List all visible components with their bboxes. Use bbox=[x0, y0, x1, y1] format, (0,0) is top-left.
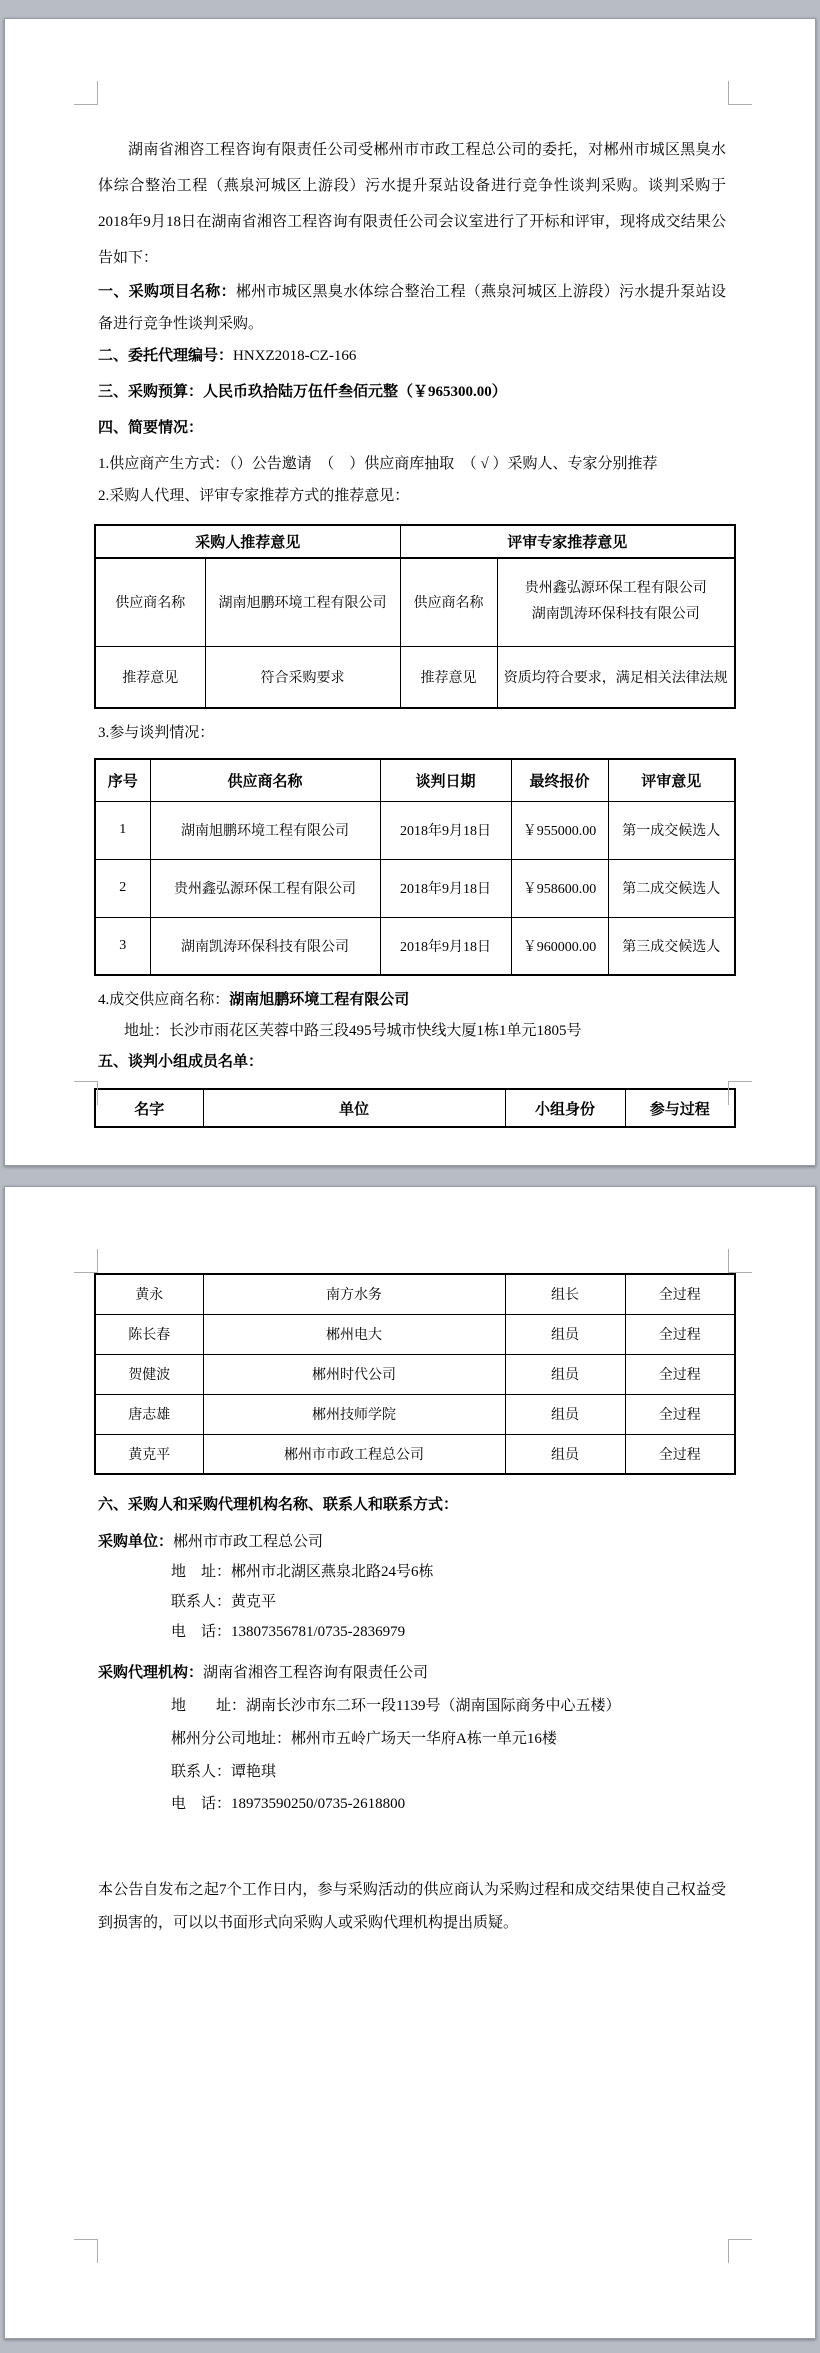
buyer-contact-block bbox=[98, 1527, 726, 1647]
section-5-label: 五、谈判小组成员名单： bbox=[98, 1054, 264, 1070]
margin-corner-mark bbox=[728, 2239, 752, 2263]
recommendation-table bbox=[94, 524, 736, 709]
table-cell: 郴州时代公司 bbox=[203, 1354, 505, 1394]
section-1-project-name bbox=[98, 276, 726, 340]
section-4-label: 四、简要情况： bbox=[98, 420, 204, 436]
table-cell: ￥958600.00 bbox=[511, 859, 608, 917]
section-2-text: HNXZ2018-CZ-166 bbox=[233, 348, 357, 364]
table-cell: 资质均符合要求，满足相关法律法规 bbox=[497, 646, 735, 708]
table-cell: 贺健波 bbox=[95, 1354, 203, 1394]
winning-supplier-label: 4.成交供应商名称： bbox=[98, 992, 230, 1008]
negotiation-intro-line: 3.参与谈判情况： bbox=[98, 725, 215, 741]
buyer-label: 采购单位： bbox=[98, 1534, 174, 1550]
table-header-cell: 采购人推荐意见 bbox=[95, 525, 400, 558]
winning-supplier-line bbox=[98, 984, 726, 1016]
section-4-summary bbox=[98, 412, 726, 444]
table-cell: 全过程 bbox=[625, 1314, 735, 1354]
table-cell: 郴州市市政工程总公司 bbox=[203, 1434, 505, 1474]
table-cell: 组员 bbox=[505, 1354, 625, 1394]
table-row bbox=[95, 917, 735, 975]
section-6-contacts bbox=[98, 1489, 726, 1521]
winning-supplier-address: 地址：长沙市雨花区芙蓉中路三段495号城市快线大厦1栋1单元1805号 bbox=[124, 1023, 582, 1039]
agency-branch-address: 郴州分公司地址：郴州市五岭广场天一华府A栋一单元16楼 bbox=[171, 1731, 557, 1747]
agency-phone-line bbox=[98, 1789, 726, 1819]
table-cell: 全过程 bbox=[625, 1274, 735, 1314]
agency-name-line bbox=[98, 1657, 726, 1690]
table-cell: 湖南旭鹏环境工程有限公司 bbox=[205, 558, 400, 646]
table-row bbox=[95, 859, 735, 917]
margin-corner-mark bbox=[728, 1249, 752, 1273]
winning-supplier-name: 湖南旭鹏环境工程有限公司 bbox=[229, 992, 410, 1008]
objection-notice-paragraph: 本公告自发布之起7个工作日内，参与采购活动的供应商认为采购过程和成交结果使自己权益受到损害的，可以以书面形式向采购人或采购代理机构提出质疑。 bbox=[98, 1882, 726, 1931]
section-5-panel-list bbox=[98, 1046, 726, 1078]
agency-contact-person: 联系人：谭艳琪 bbox=[171, 1764, 277, 1780]
margin-corner-mark bbox=[728, 81, 752, 105]
section-3-budget bbox=[98, 376, 726, 408]
table-row bbox=[95, 1314, 735, 1354]
agency-name: 湖南省湘咨工程咨询有限责任公司 bbox=[203, 1665, 429, 1681]
agency-contact-line bbox=[98, 1756, 726, 1789]
section-3-text: 人民币玖拾陆万伍仟叁佰元整（￥965300.00） bbox=[203, 384, 507, 400]
table-cell: 南方水务 bbox=[203, 1274, 505, 1314]
table-cell: 2 bbox=[95, 859, 150, 917]
table-cell: 湖南旭鹏环境工程有限公司 bbox=[150, 801, 380, 859]
table-cell: 2018年9月18日 bbox=[380, 917, 511, 975]
table-cell: 推荐意见 bbox=[95, 646, 205, 708]
table-header-cell: 最终报价 bbox=[511, 759, 608, 801]
table-row bbox=[95, 801, 735, 859]
expert-recommended-supplier: 贵州鑫弘源环保工程有限公司 bbox=[524, 581, 707, 597]
table-header-cell: 谈判日期 bbox=[380, 759, 511, 801]
margin-corner-mark bbox=[74, 1249, 98, 1273]
table-cell: 陈长春 bbox=[95, 1314, 203, 1354]
section-2-label: 二、委托代理编号： bbox=[98, 348, 234, 364]
table-header-cell: 参与过程 bbox=[625, 1089, 735, 1127]
expert-recommended-supplier: 湖南凯涛环保科技有限公司 bbox=[531, 607, 700, 623]
table-header-cell: 序号 bbox=[95, 759, 150, 801]
section-1-label: 一、采购项目名称： bbox=[98, 284, 236, 300]
table-cell bbox=[497, 558, 735, 646]
section-2-agency-number bbox=[98, 340, 726, 372]
buyer-phone: 电 话：13807356781/0735-2836979 bbox=[171, 1624, 406, 1640]
table-cell: 符合采购要求 bbox=[205, 646, 400, 708]
table-cell: 第二成交候选人 bbox=[608, 859, 735, 917]
agency-address-line bbox=[98, 1690, 726, 1723]
negotiation-table bbox=[94, 758, 736, 976]
intro-paragraph: 湖南省湘咨工程咨询有限责任公司受郴州市市政工程总公司的委托，对郴州市城区黑臭水体综合整治工程（燕泉河城区上游段）污水提升泵站设备进行竞争性谈判采购。谈判采购于2018年9月18日在湖南省湘咨工程咨询有限责任公司会议室进行了开标和评审，现将成交结果公告如下： bbox=[98, 142, 726, 266]
table-cell: 全过程 bbox=[625, 1354, 735, 1394]
table-header-cell: 小组身份 bbox=[505, 1089, 625, 1127]
table-header-cell: 名字 bbox=[95, 1089, 203, 1127]
buyer-contact-person: 联系人：黄克平 bbox=[171, 1594, 277, 1610]
table-cell: 供应商名称 bbox=[95, 558, 205, 646]
agency-branch-line bbox=[98, 1723, 726, 1756]
section-6-label: 六、采购人和采购代理机构名称、联系人和联系方式： bbox=[98, 1497, 459, 1513]
agency-phone: 电 话：18973590250/0735-2618800 bbox=[171, 1796, 406, 1812]
table-cell: 黄永 bbox=[95, 1274, 203, 1314]
table-header-cell: 供应商名称 bbox=[150, 759, 380, 801]
table-header-cell: 评审意见 bbox=[608, 759, 735, 801]
buyer-contact-line bbox=[98, 1587, 726, 1617]
table-cell: ￥955000.00 bbox=[511, 801, 608, 859]
table-cell: 2018年9月18日 bbox=[380, 801, 511, 859]
table-cell: 黄克平 bbox=[95, 1434, 203, 1474]
table-cell: 第三成交候选人 bbox=[608, 917, 735, 975]
margin-corner-mark bbox=[728, 1081, 752, 1105]
agency-address: 地 址：湖南长沙市东二环一段1139号（湖南国际商务中心五楼） bbox=[171, 1698, 621, 1714]
section-3-label: 三、采购预算： bbox=[98, 384, 204, 400]
document-page-1 bbox=[4, 18, 816, 1166]
table-cell: ￥960000.00 bbox=[511, 917, 608, 975]
table-cell: 组员 bbox=[505, 1434, 625, 1474]
supplier-generation-method-line: 1.供应商产生方式：（）公告邀请 （ ）供应商库抽取 （ √ ）采购人、专家分别推荐 bbox=[98, 456, 658, 472]
margin-corner-mark bbox=[74, 2239, 98, 2263]
panel-table-body bbox=[94, 1273, 736, 1475]
margin-corner-mark bbox=[74, 81, 98, 105]
buyer-address: 地 址：郴州市北湖区燕泉北路24号6栋 bbox=[171, 1564, 434, 1580]
table-cell: 全过程 bbox=[625, 1394, 735, 1434]
table-cell: 3 bbox=[95, 917, 150, 975]
recommendation-intro-line: 2.采购人代理、评审专家推荐方式的推荐意见： bbox=[98, 488, 410, 504]
table-header-cell: 评审专家推荐意见 bbox=[400, 525, 735, 558]
table-cell: 唐志雄 bbox=[95, 1394, 203, 1434]
table-cell: 组员 bbox=[505, 1314, 625, 1354]
table-cell: 郴州电大 bbox=[203, 1314, 505, 1354]
buyer-address-line bbox=[98, 1557, 726, 1587]
table-cell: 推荐意见 bbox=[400, 646, 497, 708]
table-cell: 全过程 bbox=[625, 1434, 735, 1474]
table-row bbox=[95, 1434, 735, 1474]
buyer-phone-line bbox=[98, 1617, 726, 1647]
table-cell: 供应商名称 bbox=[400, 558, 497, 646]
buyer-name: 郴州市市政工程总公司 bbox=[173, 1534, 324, 1550]
table-cell: 组长 bbox=[505, 1274, 625, 1314]
table-row bbox=[95, 1354, 735, 1394]
margin-corner-mark bbox=[74, 1081, 98, 1105]
document-page-2 bbox=[4, 1186, 816, 2339]
agency-contact-block bbox=[98, 1657, 726, 1819]
table-cell: 贵州鑫弘源环保工程有限公司 bbox=[150, 859, 380, 917]
table-cell: 组员 bbox=[505, 1394, 625, 1434]
table-cell: 2018年9月18日 bbox=[380, 859, 511, 917]
section-1-text: 郴州市城区黑臭水体综合整治工程（燕泉河城区上游段）污水提升泵站设备进行竞争性谈判采购。 bbox=[98, 284, 726, 332]
table-cell: 郴州技师学院 bbox=[203, 1394, 505, 1434]
table-row bbox=[95, 1274, 735, 1314]
table-cell: 湖南凯涛环保科技有限公司 bbox=[150, 917, 380, 975]
agency-label: 采购代理机构： bbox=[98, 1665, 204, 1681]
panel-table-header bbox=[94, 1088, 736, 1128]
table-cell: 1 bbox=[95, 801, 150, 859]
table-header-cell: 单位 bbox=[203, 1089, 505, 1127]
table-row bbox=[95, 1394, 735, 1434]
buyer-name-line bbox=[98, 1527, 726, 1557]
table-cell: 第一成交候选人 bbox=[608, 801, 735, 859]
